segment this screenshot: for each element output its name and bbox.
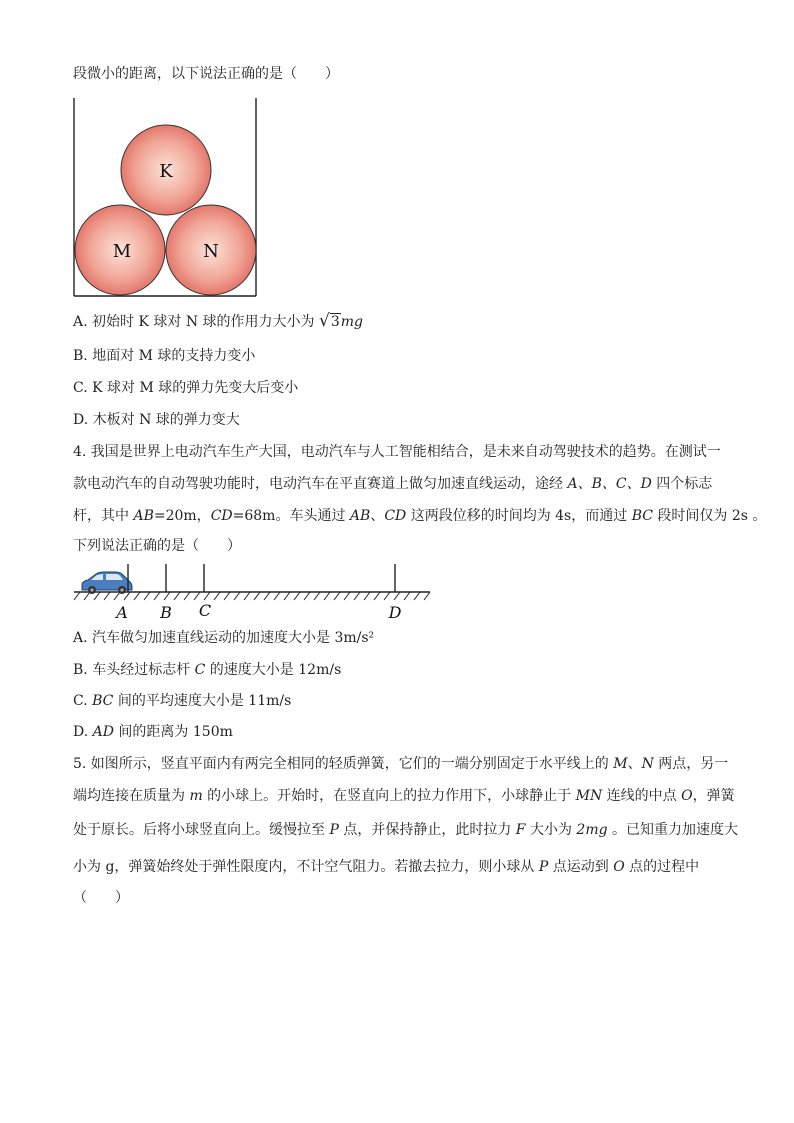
q4-text: 四个标志 (651, 476, 713, 492)
q4-option-c-var: BC (92, 693, 114, 709)
q4-option-d-text: 间的距离为 150m (113, 724, 233, 740)
ball-m-label: M (112, 241, 132, 262)
q4-text: =68m。车头通过 (232, 508, 350, 524)
q4-option-d-var: AD (92, 724, 114, 740)
q4-option-b-text: B. 车头经过标志杆 (73, 662, 195, 678)
q5-text: 大小为 (525, 822, 577, 838)
q5-var: O (681, 788, 693, 804)
q4-option-c-text: 间的平均速度大小是 11m/s (113, 693, 292, 709)
q3-option-c: C. K 球对 M 球的弹力先变大后变小 (73, 380, 299, 396)
q5-text: 端均连接在质量为 (73, 788, 190, 804)
q4-var: AB (133, 508, 154, 524)
q5-text: 处于原长。后将小球竖直向上。缓慢拉至 (73, 822, 330, 838)
q4-stem-line-1: 4. 我国是世界上电动汽车生产大国，电动汽车与人工智能相结合，是未来自动驾驶技术的趋势。在测试一 (73, 444, 721, 460)
ball-n-label: N (203, 241, 219, 262)
q4-option-b (73, 660, 341, 680)
q4-stem-line-3 (73, 506, 766, 526)
q4-option-b-text: 的速度大小是 12m/s (205, 662, 342, 678)
q5-line-1 (73, 754, 728, 774)
q3-option-a-text: A. 初始时 K 球对 N 球的作用力大小为 (73, 314, 319, 330)
q5-text: 点运动到 (548, 859, 614, 875)
q5-text: 、 (627, 756, 642, 772)
q4-text: =20m， (153, 508, 211, 524)
q5-line-2 (73, 786, 735, 806)
q5-var: N (641, 756, 654, 772)
sqrt-symbol: √ (318, 311, 330, 331)
q4-text: 、 (370, 508, 385, 524)
ground-hatching (74, 592, 430, 600)
q5-var: M (613, 756, 628, 772)
q3-stem-tail: 段微小的距离，以下说法正确的是（ ） (73, 66, 339, 82)
pole-b-label: B (160, 603, 172, 622)
q4-var: BC (631, 508, 653, 524)
q4-option-a: A. 汽车做匀加速直线运动的加速度大小是 3m/s² (73, 630, 375, 646)
q5-text: ，弹簧 (692, 788, 735, 804)
q5-var: O (613, 859, 625, 875)
balls-in-box-figure (60, 92, 270, 304)
q5-var: m (189, 788, 203, 804)
q5-text: 的小球上。开始时，在竖直向上的拉力作用下，小球静止于 (202, 788, 576, 804)
q4-text: 段时间仅为 2s 。 (652, 508, 767, 524)
q4-option-d (73, 722, 233, 742)
q4-option-c-text: C. (73, 693, 93, 709)
q4-var: AB (349, 508, 371, 524)
q5-var: F (515, 822, 526, 838)
road-figure (70, 560, 440, 624)
q4-points-var: A、B、C、D (567, 476, 652, 492)
q5-var: 2mg (576, 822, 608, 838)
q3-option-a-math: mg (340, 314, 363, 330)
pole-a-label: A (116, 603, 128, 622)
q4-text: 杆，其中 (73, 508, 134, 524)
q5-text: 小为 g，弹簧始终处于弹性限度内，不计空气阻力。若撤去拉力，则小球从 (73, 859, 539, 875)
q4-text: 这两段位移的时间均为 4s，而通过 (406, 508, 632, 524)
q5-line-3 (73, 820, 738, 840)
q3-option-a (73, 311, 363, 332)
pole-c-label: C (198, 601, 212, 620)
q3-option-b: B. 地面对 M 球的支持力变小 (73, 348, 256, 364)
ball-k-label: K (159, 161, 173, 182)
q5-var: MN (575, 788, 603, 804)
q5-text: 点的过程中 (624, 859, 700, 875)
q5-text: 连线的中点 (602, 788, 682, 804)
q4-var: CD (210, 508, 233, 524)
pole-d-label: D (388, 603, 402, 622)
sqrt-radicand: 3 (330, 314, 340, 330)
q4-option-d-text: D. (73, 724, 93, 740)
q5-line-4 (73, 857, 699, 877)
q4-var: CD (384, 508, 407, 524)
q4-option-c (73, 691, 291, 711)
q4-stem-line-2 (73, 474, 712, 494)
q4-option-b-var: C (194, 662, 206, 678)
q5-text: 点，并保持静止，此时拉力 (338, 822, 516, 838)
q3-option-d: D. 木板对 N 球的弹力变大 (73, 412, 240, 428)
q5-var: P (329, 822, 339, 838)
q4-text: 款电动汽车的自动驾驶功能时，电动汽车在平直赛道上做匀加速直线运动，途经 (73, 476, 568, 492)
q5-text: 两点，另一 (653, 756, 729, 772)
q5-var: P (538, 859, 549, 875)
q5-text: 5. 如图所示，竖直平面内有两完全相同的轻质弹簧，它们的一端分别固定于水平线上的 (73, 756, 614, 772)
car-icon (82, 572, 132, 594)
q4-stem-line-4: 下列说法正确的是（ ） (73, 538, 241, 554)
q5-line-5: （ ） (73, 890, 129, 906)
q5-text: 。已知重力加速度大 (607, 822, 739, 838)
